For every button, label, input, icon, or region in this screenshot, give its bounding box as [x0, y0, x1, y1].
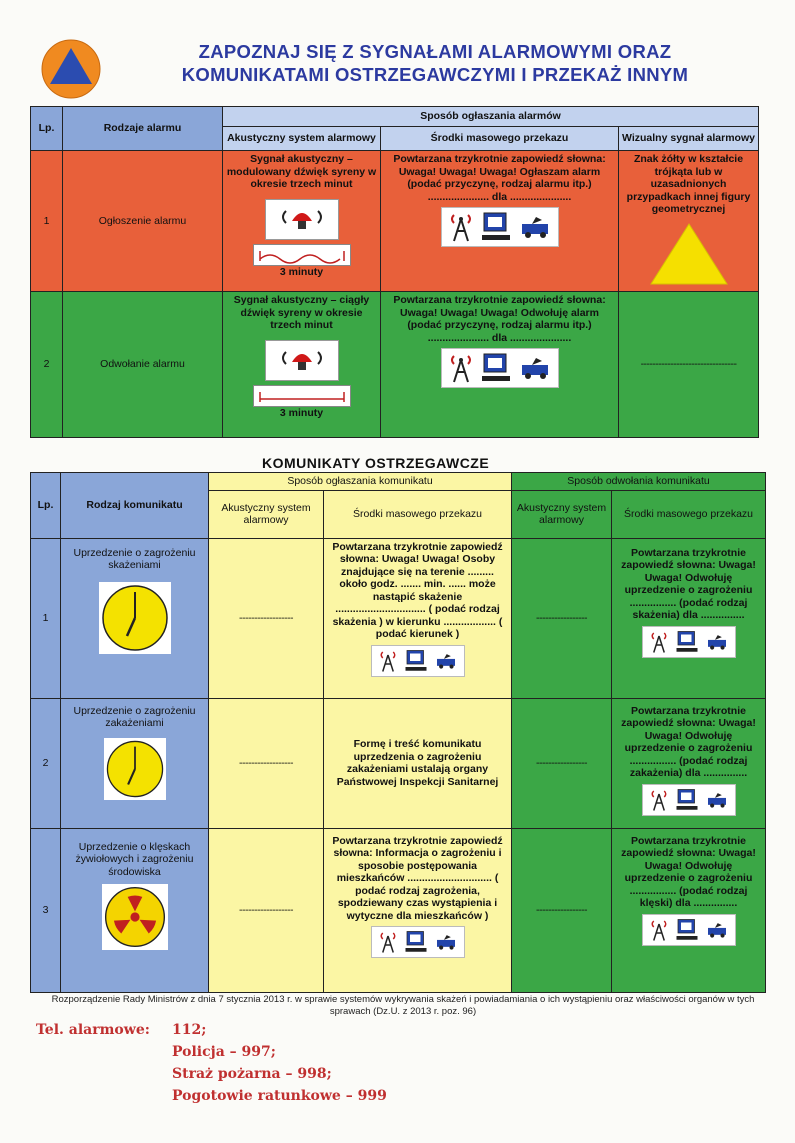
media-icons [642, 914, 736, 946]
warning-acoustic: ------------------ [209, 698, 324, 828]
alarm-lp: 1 [31, 151, 63, 292]
warnings-header-cancel: Sposób odwołania komunikatu [512, 473, 766, 491]
table-row [31, 828, 766, 992]
siren-icon [265, 340, 339, 382]
alarm-duration: 3 minuty [279, 266, 324, 278]
alarm-acoustic-text: Sygnał akustyczny – ciągły dźwięk syreny w okresie trzech minut [233, 294, 370, 331]
warning-acoustic: ------------------ [209, 828, 324, 992]
computer-icon [675, 630, 699, 654]
vehicle-loudspeaker-icon [518, 355, 552, 381]
siren-icon [265, 199, 339, 241]
warnings-header-media: Środki masowego przekazu [324, 490, 512, 538]
warning-media-text: Powtarzana trzykrotnie zapowiedź słowna: Informacja o zagrożeniu i sposobie postępowania mieszkańców ............................. ( podać rodzaj zagrożenia, spodziewany czas wystąpienia i wytyczne dla mieszkańców ) [332, 834, 503, 922]
computer-icon [480, 352, 512, 384]
warnings-header-type: Rodzaj komunikatu [61, 473, 209, 539]
alarm-media-line-1: Powtarzana trzykrotnie zapowiedź słowna: [393, 294, 606, 306]
phone-label: Tel. alarmowe: [36, 1022, 150, 1038]
radio-tower-icon [448, 352, 474, 384]
alarm-media-line-2: Uwaga! Uwaga! Uwaga! Ogłaszam alarm [398, 165, 601, 178]
computer-icon [675, 788, 699, 812]
alarm-visual-text: Znak żółty w kształcie trójkąta lub w uzasadnionych przypadkach innej figury geometrycznej [626, 153, 751, 215]
alarm-name: Odwołanie alarmu [63, 292, 223, 438]
media-icons [441, 348, 559, 388]
media-icons [441, 207, 559, 247]
media-icons [371, 645, 465, 677]
phone-emergency: 112; [172, 1022, 207, 1038]
table-row [31, 698, 766, 828]
table-row [31, 151, 759, 292]
alarm-media-line-2: Uwaga! Uwaga! Uwaga! Odwołuję alarm [400, 306, 599, 319]
continuous-wave-icon [253, 385, 351, 407]
phone-fire: Straż pożarna – 998; [172, 1066, 332, 1082]
warnings-header-announce: Sposób ogłaszania komunikatu [209, 473, 512, 491]
alarms-header-visual: Wizualny sygnał alarmowy [619, 127, 759, 151]
warning-name: Uprzedzenie o zagrożeniu skażeniami [73, 546, 196, 571]
radio-tower-icon [448, 211, 474, 243]
title-line-2: KOMUNIKATAMI OSTRZEGAWCZYMI I PRZEKAŻ INNYM [181, 64, 689, 85]
alarms-header-type: Rodzaje alarmu [63, 107, 223, 151]
alarm-duration: 3 minuty [279, 407, 324, 419]
alarms-header-acoustic: Akustyczny system alarmowy [223, 127, 381, 151]
vehicle-loudspeaker-icon [434, 652, 458, 670]
title-line-1: ZAPOZNAJ SIĘ Z SYGNAŁAMI ALARMOWYMI ORAZ [198, 41, 672, 62]
alarm-visual-text: -------------------------------- [619, 292, 759, 438]
clock-icon [99, 582, 171, 654]
civil-defense-logo [40, 38, 102, 100]
warning-acoustic: ------------------ [209, 538, 324, 698]
computer-icon [404, 930, 428, 954]
warning-name: Uprzedzenie o zagrożeniu zakażeniami [73, 704, 196, 729]
warning-media-text: Powtarzana trzykrotnie zapowiedź słowna: Uwaga! Uwaga! Osoby znajdujące się na terenie ......... około godz. ....... min. ...... może nastąpić skażenie ............................... ( podać rodzaj skażenia ) w kierunku .................. ( podać kierunek ) [332, 540, 503, 640]
alarm-media-line-3: (podać przyczynę, rodzaj alarmu itp.) [407, 319, 592, 331]
vehicle-loudspeaker-icon [705, 791, 729, 809]
warning-lp: 1 [31, 538, 61, 698]
warning-cancel-media: Powtarzana trzykrotnie zapowiedź słowna: Uwaga! Uwaga! Odwołuję uprzedzenie o zagrożeniu ................ (podać rodzaj skażenia) dla ............... [621, 546, 756, 621]
alarm-name: Ogłoszenie alarmu [63, 151, 223, 292]
phone-police: Policja – 997; [172, 1044, 276, 1060]
warning-lp: 3 [31, 828, 61, 992]
warning-cancel-media: Powtarzana trzykrotnie zapowiedź słowna: Uwaga! Uwaga! Odwołuję uprzedzenie o zagrożeniu ................ (podać rodzaj zakażenia) dla ............... [621, 704, 756, 779]
warning-media-text: Formę i treść komunikatu uprzedzenia o zagrożeniu zakażeniami ustalają organy Państwowej Inspekcji Sanitarnej [324, 698, 512, 828]
clock-icon [104, 738, 166, 800]
radio-tower-icon [649, 918, 669, 942]
alarm-media-line-4: ..................... dla ..................... [427, 331, 572, 344]
vehicle-loudspeaker-icon [705, 633, 729, 651]
alarm-media-line-1: Powtarzana trzykrotnie zapowiedź słowna: [393, 153, 606, 165]
warning-lp: 2 [31, 698, 61, 828]
warning-cancel-acoustic: ----------------- [512, 698, 612, 828]
radio-tower-icon [378, 649, 398, 673]
alarm-media-line-3: (podać przyczynę, rodzaj alarmu itp.) [407, 178, 592, 190]
warnings-header-cancel-acoustic: Akustyczny system alarmowy [512, 490, 612, 538]
media-icons [642, 784, 736, 816]
radiation-hazard-icon [102, 884, 168, 950]
alarm-lp: 2 [31, 292, 63, 438]
alarms-table [30, 106, 759, 438]
radio-tower-icon [649, 788, 669, 812]
media-icons [642, 626, 736, 658]
computer-icon [675, 918, 699, 942]
warning-cancel-acoustic: ----------------- [512, 828, 612, 992]
media-icons [371, 926, 465, 958]
alarms-header-method: Sposób ogłaszania alarmów [223, 107, 759, 127]
computer-icon [480, 211, 512, 243]
alarms-header-media: Środki masowego przekazu [381, 127, 619, 151]
vehicle-loudspeaker-icon [518, 214, 552, 240]
warnings-title: KOMUNIKATY OSTRZEGAWCZE [262, 455, 490, 471]
radio-tower-icon [649, 630, 669, 654]
phone-ambulance: Pogotowie ratunkowe – 999 [172, 1088, 387, 1104]
warnings-header-cancel-media: Środki masowego przekazu [612, 490, 766, 538]
vehicle-loudspeaker-icon [705, 921, 729, 939]
page-title [110, 40, 760, 86]
radio-tower-icon [378, 930, 398, 954]
modulated-wave-icon [253, 244, 351, 266]
warnings-table [30, 472, 766, 993]
vehicle-loudspeaker-icon [434, 933, 458, 951]
warnings-header-acoustic: Akustyczny system alarmowy [209, 490, 324, 538]
alarm-acoustic-text: Sygnał akustyczny – modulowany dźwięk syreny w okresie trzech minut [226, 153, 377, 190]
alarms-header-lp: Lp. [31, 107, 63, 151]
warning-name: Uprzedzenie o klęskach żywiołowych i zagrożeniu środowiska [75, 840, 194, 878]
yellow-triangle-icon [649, 222, 729, 286]
warnings-header-lp: Lp. [31, 473, 61, 539]
table-row [31, 292, 759, 438]
legal-footnote: Rozporządzenie Rady Ministrów z dnia 7 stycznia 2013 r. w sprawie systemów wykrywania skażeń i powiadamiania o ich wystąpieniu oraz właściwości organów w tych sprawach (Dz.U. z 2013 r. poz. 96) [51, 994, 755, 1017]
alarm-media-line-4: ..................... dla ..................... [427, 190, 572, 203]
table-row [31, 538, 766, 698]
computer-icon [404, 649, 428, 673]
warning-cancel-acoustic: ----------------- [512, 538, 612, 698]
warning-cancel-media: Powtarzana trzykrotnie zapowiedź słowna: Uwaga! Uwaga! Odwołuję uprzedzenie o zagrożeniu ................ (podać rodzaj klęski) dla ............... [621, 834, 756, 909]
